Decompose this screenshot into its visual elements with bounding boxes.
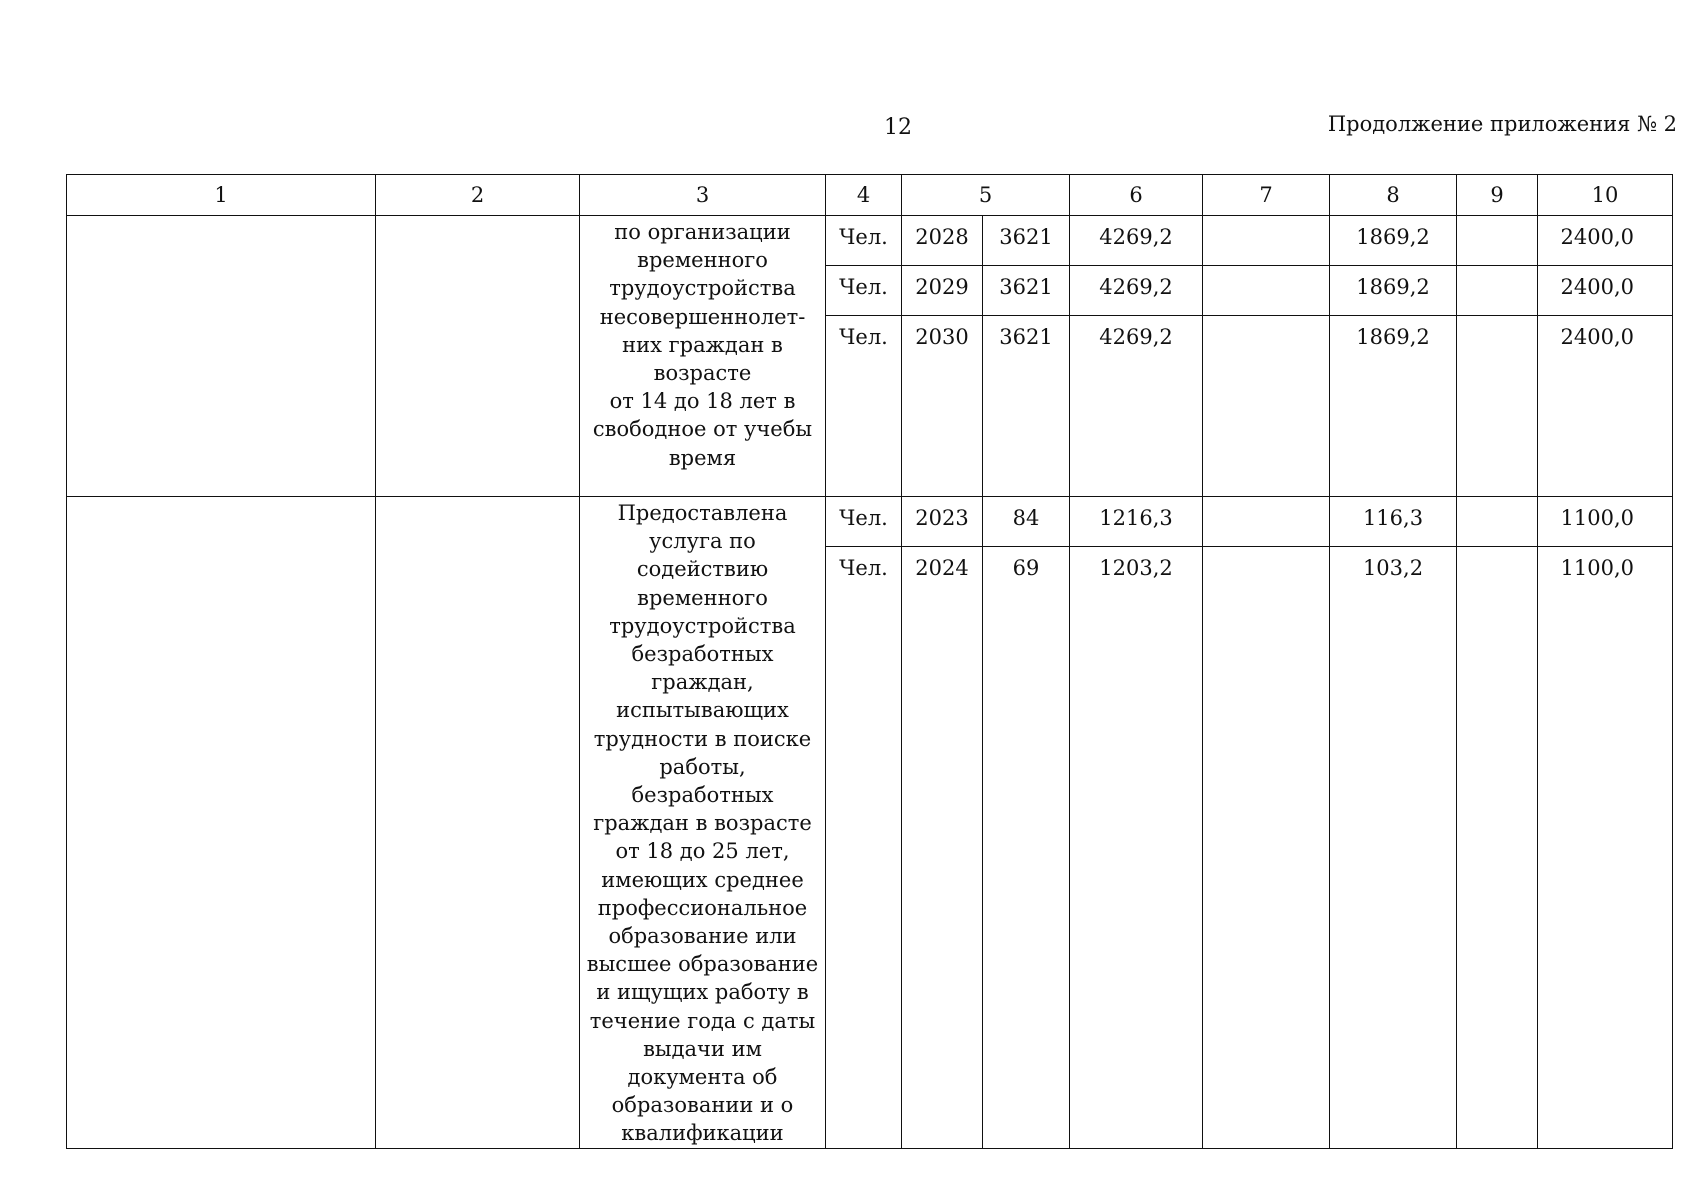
col-header-1: 1 xyxy=(67,175,376,216)
description-line: них граждан в xyxy=(622,332,783,357)
description-cell xyxy=(580,497,826,1149)
col-header-5: 5 xyxy=(902,175,1070,216)
description-cell xyxy=(580,216,826,497)
description-line: течение года с даты xyxy=(589,1008,816,1033)
value-col6: 1216,3 xyxy=(1070,497,1203,547)
col-header-6: 6 xyxy=(1070,175,1203,216)
value-col8: 1869,2 xyxy=(1330,216,1457,266)
value-col10: 1100,0 xyxy=(1538,497,1673,547)
description-line: профессиональное xyxy=(597,895,808,920)
page-number: 12 xyxy=(884,115,912,140)
description-line: высшее образование xyxy=(586,952,819,977)
description-line: выдачи им xyxy=(643,1036,762,1061)
description-line: Предоставлена xyxy=(617,501,788,525)
year-cell: 2030 xyxy=(902,316,983,497)
cell-col1 xyxy=(67,497,376,1149)
description-line: время xyxy=(668,445,737,470)
quantity-cell: 84 xyxy=(983,497,1070,547)
cell-col2 xyxy=(376,216,580,497)
description-line: от 18 до 25 лет, xyxy=(615,839,790,864)
description-line: возрасте xyxy=(653,361,752,386)
description-line: имеющих среднее xyxy=(601,867,804,892)
cell-col2 xyxy=(376,497,580,1149)
description-line: испытывающих xyxy=(616,698,789,723)
value-col9 xyxy=(1457,266,1538,316)
cell-col1 xyxy=(67,216,376,497)
value-col8: 1869,2 xyxy=(1330,266,1457,316)
col-header-10: 10 xyxy=(1538,175,1673,216)
col-header-2: 2 xyxy=(376,175,580,216)
unit-cell: Чел. xyxy=(826,547,902,1149)
description-line: работы, безработных xyxy=(631,754,774,808)
appendix-table xyxy=(66,174,1673,1149)
unit-cell: Чел. xyxy=(826,497,902,547)
description-line: по организации xyxy=(614,220,791,244)
quantity-cell: 3621 xyxy=(983,316,1070,497)
value-col10: 2400,0 xyxy=(1538,266,1673,316)
unit-cell: Чел. xyxy=(826,216,902,266)
year-cell: 2028 xyxy=(902,216,983,266)
description-line: свободное от учебы xyxy=(592,417,813,442)
description-line: временного xyxy=(637,248,768,273)
col-header-4: 4 xyxy=(826,175,902,216)
value-col6: 4269,2 xyxy=(1070,216,1203,266)
value-col9 xyxy=(1457,547,1538,1149)
value-col10: 2400,0 xyxy=(1538,216,1673,266)
description-line: квалификации xyxy=(621,1121,784,1146)
description-line: содействию xyxy=(636,557,769,582)
description-line: услуга по xyxy=(649,529,756,554)
year-cell: 2029 xyxy=(902,266,983,316)
quantity-cell: 3621 xyxy=(983,216,1070,266)
description-line: трудности в поиске xyxy=(593,726,812,751)
value-col7 xyxy=(1203,497,1330,547)
value-col9 xyxy=(1457,497,1538,547)
col-header-3: 3 xyxy=(580,175,826,216)
value-col9 xyxy=(1457,216,1538,266)
col-header-9: 9 xyxy=(1457,175,1538,216)
value-col8: 103,2 xyxy=(1330,547,1457,1149)
description-line: временного xyxy=(637,585,768,610)
unit-cell: Чел. xyxy=(826,266,902,316)
year-cell: 2024 xyxy=(902,547,983,1149)
value-col8: 116,3 xyxy=(1330,497,1457,547)
value-col9 xyxy=(1457,316,1538,497)
quantity-cell: 69 xyxy=(983,547,1070,1149)
description-line: образование или xyxy=(608,924,797,949)
value-col10: 2400,0 xyxy=(1538,316,1673,497)
value-col6: 4269,2 xyxy=(1070,316,1203,497)
description-line: безработных xyxy=(631,642,774,667)
header-row xyxy=(67,175,1673,216)
value-col7 xyxy=(1203,266,1330,316)
col-header-7: 7 xyxy=(1203,175,1330,216)
table-row xyxy=(67,216,1673,266)
continuation-label: Продолжение приложения № 2 xyxy=(1327,112,1677,136)
col-header-8: 8 xyxy=(1330,175,1457,216)
description-line: от 14 до 18 лет в xyxy=(609,389,796,414)
description-line: трудоустройства xyxy=(609,276,796,301)
description-line: несовершеннолет- xyxy=(599,304,806,329)
value-col6: 4269,2 xyxy=(1070,266,1203,316)
description-line: образовании и о xyxy=(611,1093,794,1118)
value-col6: 1203,2 xyxy=(1070,547,1203,1149)
value-col8: 1869,2 xyxy=(1330,316,1457,497)
description-line: документа об xyxy=(627,1065,778,1090)
unit-cell: Чел. xyxy=(826,316,902,497)
description-line: граждан, xyxy=(651,670,754,695)
value-col10: 1100,0 xyxy=(1538,547,1673,1149)
description-line: граждан в возрасте xyxy=(593,811,812,836)
description-line: трудоустройства xyxy=(609,613,796,638)
quantity-cell: 3621 xyxy=(983,266,1070,316)
value-col7 xyxy=(1203,216,1330,266)
value-col7 xyxy=(1203,547,1330,1149)
table-row xyxy=(67,497,1673,547)
description-line: и ищущих работу в xyxy=(596,980,809,1005)
value-col7 xyxy=(1203,316,1330,497)
year-cell: 2023 xyxy=(902,497,983,547)
